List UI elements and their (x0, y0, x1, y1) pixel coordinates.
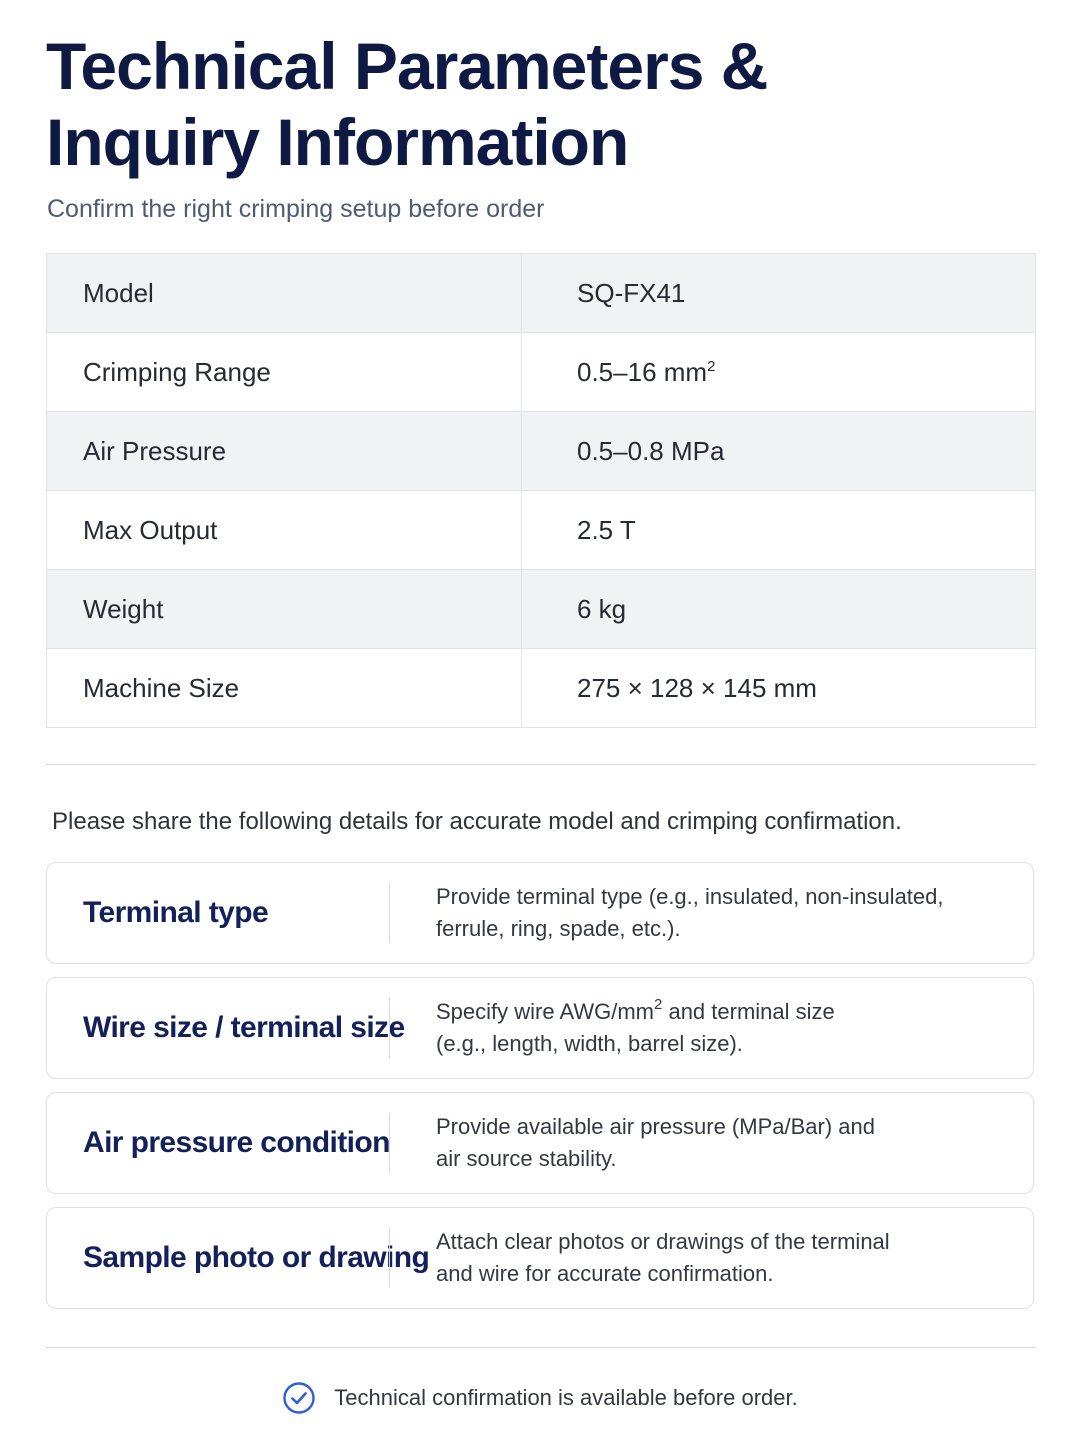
inquiry-card-air-pressure (46, 1092, 1034, 1194)
spec-value-superscript: 2 (707, 357, 716, 375)
section-divider (46, 764, 1036, 765)
spec-label: Weight (47, 570, 522, 649)
description-line: Attach clear photos or drawings of the terminal (436, 1229, 890, 1254)
spec-label: Machine Size (47, 649, 522, 728)
spec-value: SQ-FX41 (522, 254, 1036, 333)
spec-row-max-output (47, 491, 1036, 570)
card-separator (389, 1113, 390, 1173)
spec-label: Max Output (47, 491, 522, 570)
spec-value (522, 333, 1036, 412)
description-line: Specify wire AWG/mm (436, 999, 654, 1024)
description-line: ferrule, ring, spade, etc.). (436, 916, 681, 941)
spec-label: Air Pressure (47, 412, 522, 491)
inquiry-card-title: Sample photo or drawing (83, 1241, 430, 1274)
inquiry-card-title: Terminal type (83, 896, 269, 929)
inquiry-card-title: Wire size / terminal size (83, 1011, 405, 1044)
page-subtitle: Confirm the right crimping setup before order (47, 195, 545, 223)
description-line-tail: and terminal size (662, 999, 835, 1024)
description-line: (e.g., length, width, barrel size). (436, 1031, 743, 1056)
spec-value: 6 kg (522, 570, 1036, 649)
footer-note (0, 1378, 1086, 1418)
spec-table (46, 253, 1036, 728)
inquiry-card-description (436, 863, 1006, 963)
spec-row-weight (47, 570, 1036, 649)
inquiry-card-wire-size (46, 977, 1034, 1079)
page-title-line-1: Technical Parameters & (46, 29, 768, 103)
spec-row-crimping-range (47, 333, 1036, 412)
spec-row-model (47, 254, 1036, 333)
spec-value: 2.5 T (522, 491, 1036, 570)
spec-value: 0.5–0.8 MPa (522, 412, 1036, 491)
inquiry-card-title: Air pressure condition (83, 1126, 390, 1159)
spec-value-text: 0.5–16 mm (577, 356, 708, 387)
description-superscript: 2 (654, 996, 663, 1013)
inquiry-card-description (436, 1208, 1006, 1308)
spec-label: Crimping Range (47, 333, 522, 412)
card-separator (389, 883, 390, 943)
spec-row-air-pressure (47, 412, 1036, 491)
spec-label: Model (47, 254, 522, 333)
inquiry-card-terminal-type (46, 862, 1034, 964)
page-title (46, 28, 946, 180)
footer-divider (46, 1347, 1036, 1348)
description-line: and wire for accurate confirmation. (436, 1261, 774, 1286)
inquiry-card-description (436, 978, 1006, 1078)
check-circle-icon (282, 1381, 316, 1415)
spec-row-machine-size (47, 649, 1036, 728)
inquiry-card-sample-photo (46, 1207, 1034, 1309)
description-line: Provide terminal type (e.g., insulated, non-insulated, (436, 884, 944, 909)
spec-value: 275 × 128 × 145 mm (522, 649, 1036, 728)
card-separator (389, 998, 390, 1058)
card-separator (389, 1228, 390, 1288)
description-line: Provide available air pressure (MPa/Bar) and (436, 1114, 875, 1139)
inquiry-card-description (436, 1093, 1006, 1193)
description-line: air source stability. (436, 1146, 617, 1171)
inquiry-intro: Please share the following details for accurate model and crimping confirmation. (52, 808, 902, 835)
footer-text: Technical confirmation is available before order. (334, 1385, 798, 1410)
page-title-line-2: Inquiry Information (46, 105, 629, 179)
